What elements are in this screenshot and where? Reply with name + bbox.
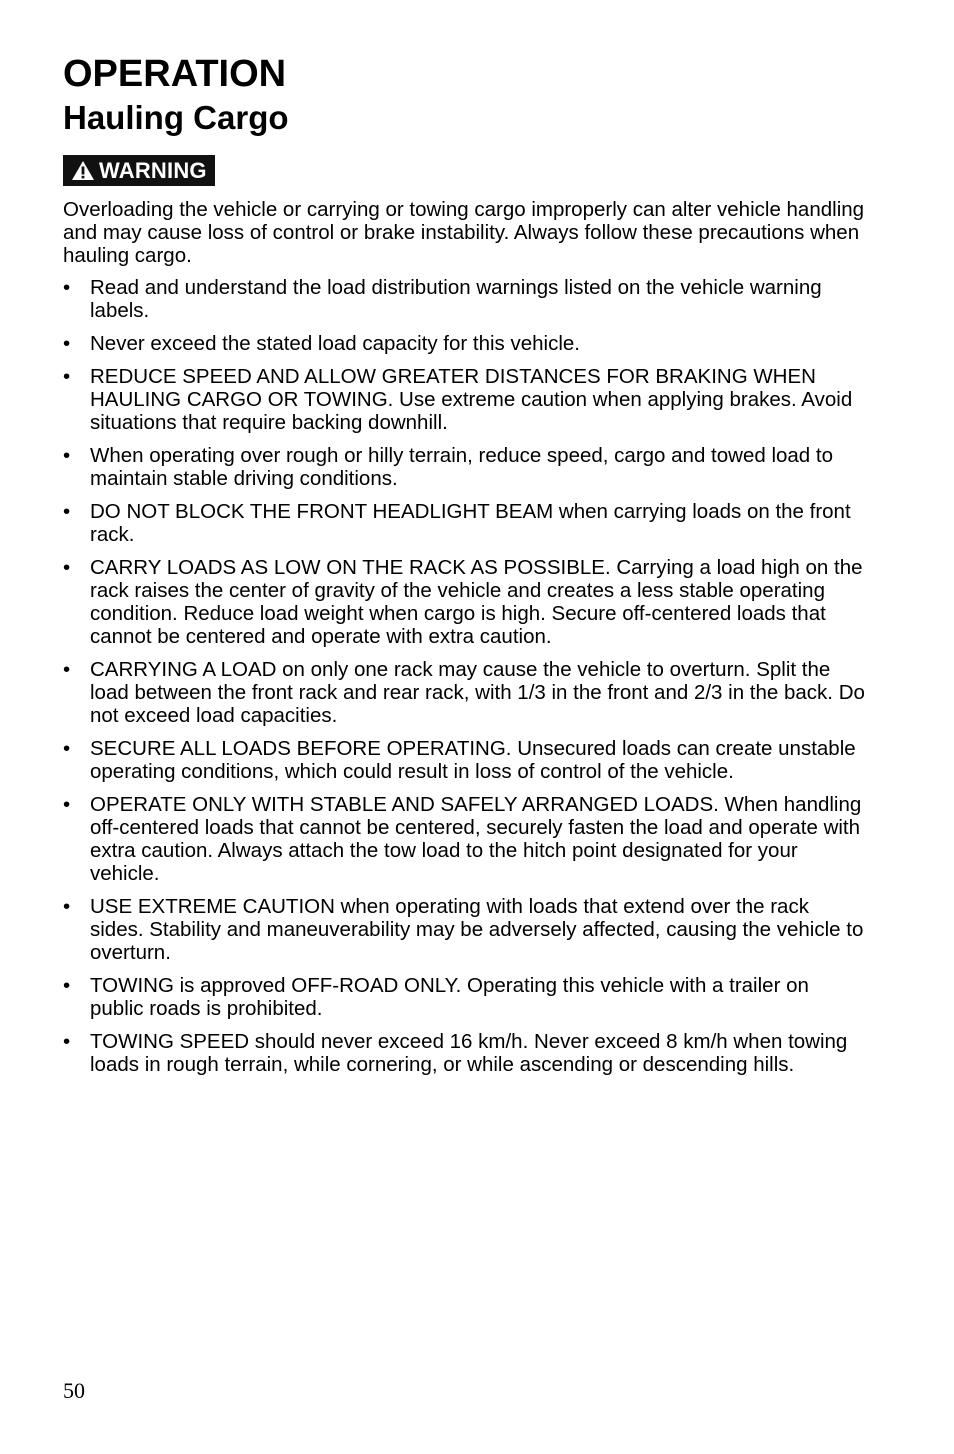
bullet: • xyxy=(63,556,71,579)
bullet: • xyxy=(63,332,71,355)
list-item xyxy=(63,444,868,490)
list-item-text: Never exceed the stated load capacity for this vehicle. xyxy=(90,332,580,355)
subsection-title: Hauling Cargo xyxy=(63,99,289,136)
warning-badge xyxy=(63,155,215,186)
bullet: • xyxy=(63,365,71,388)
bullet: • xyxy=(63,974,71,997)
list-item-text: TOWING SPEED should never exceed 16 km/h. Never exceed 8 km/h when towing loads in rough terrain, while cornering, or while ascending or descending hills. xyxy=(90,1030,848,1076)
bullet: • xyxy=(63,1030,71,1053)
list-item xyxy=(63,276,868,322)
list-item-text: DO NOT BLOCK THE FRONT HEADLIGHT BEAM when carrying loads on the front rack. xyxy=(90,500,851,546)
list-item-text: Read and understand the load distribution warnings listed on the vehicle warning labels. xyxy=(90,276,822,322)
section-title: OPERATION xyxy=(63,53,287,95)
list-item xyxy=(63,793,868,885)
list-item-text: REDUCE SPEED AND ALLOW GREATER DISTANCES FOR BRAKING WHEN HAULING CARGO OR TOWING. Use extreme caution when applying brakes. Avoid situations that require backing downhill. xyxy=(90,365,853,434)
list-item xyxy=(63,895,868,964)
warning-content xyxy=(63,198,868,1086)
bullet: • xyxy=(63,793,71,816)
list-item-text: CARRY LOADS AS LOW ON THE RACK AS POSSIBLE. Carrying a load high on the rack raises the center of gravity of the vehicle and creates a less stable operating condition. Reduce load weight when cargo is high. Secure off-centered loads that cannot be centered and operate with extra caution. xyxy=(90,556,863,648)
list-item-text: CARRYING A LOAD on only one rack may cause the vehicle to overturn. Split the load between the front rack and rear rack, with 1/3 in the front and 2/3 in the back. Do not exceed load capacities. xyxy=(90,658,865,727)
warning-label: WARNING xyxy=(99,158,207,183)
bullet: • xyxy=(63,895,71,918)
page-number: 50 xyxy=(63,1378,85,1403)
list-item-text: USE EXTREME CAUTION when operating with loads that extend over the rack sides. Stability and maneuverability may be adversely affected, causing the vehicle to overturn. xyxy=(90,895,864,964)
list-item-text: SECURE ALL LOADS BEFORE OPERATING. Unsecured loads can create unstable operating conditions, which could result in loss of control of the vehicle. xyxy=(90,737,856,783)
warning-triangle-icon xyxy=(71,160,95,181)
list-item xyxy=(63,658,868,727)
list-item-text: When operating over rough or hilly terrain, reduce speed, cargo and towed load to maintain stable driving conditions. xyxy=(90,444,834,490)
list-item-text: TOWING is approved OFF-ROAD ONLY. Operating this vehicle with a trailer on public roads is prohibited. xyxy=(90,974,809,1020)
list-item xyxy=(63,974,868,1020)
intro-paragraph: Overloading the vehicle or carrying or towing cargo improperly can alter vehicle handling and may cause loss of control or brake instability. Always follow these precautions when hauling cargo. xyxy=(63,198,865,267)
list-item xyxy=(63,556,868,648)
list-item xyxy=(63,500,868,546)
list-item xyxy=(63,365,868,434)
list-item xyxy=(63,737,868,783)
list-item xyxy=(63,332,868,355)
bullet: • xyxy=(63,500,71,523)
list-item xyxy=(63,1030,868,1076)
list-item-text: OPERATE ONLY WITH STABLE AND SAFELY ARRANGED LOADS. When handling off-centered loads that cannot be centered, securely fasten the load and operate with extra caution. Always attach the tow load to the hitch point designated for your vehicle. xyxy=(90,793,862,885)
bullet: • xyxy=(63,444,71,467)
bullet: • xyxy=(63,737,71,760)
bullet: • xyxy=(63,658,71,681)
bullet: • xyxy=(63,276,71,299)
precautions-list xyxy=(63,276,868,1076)
